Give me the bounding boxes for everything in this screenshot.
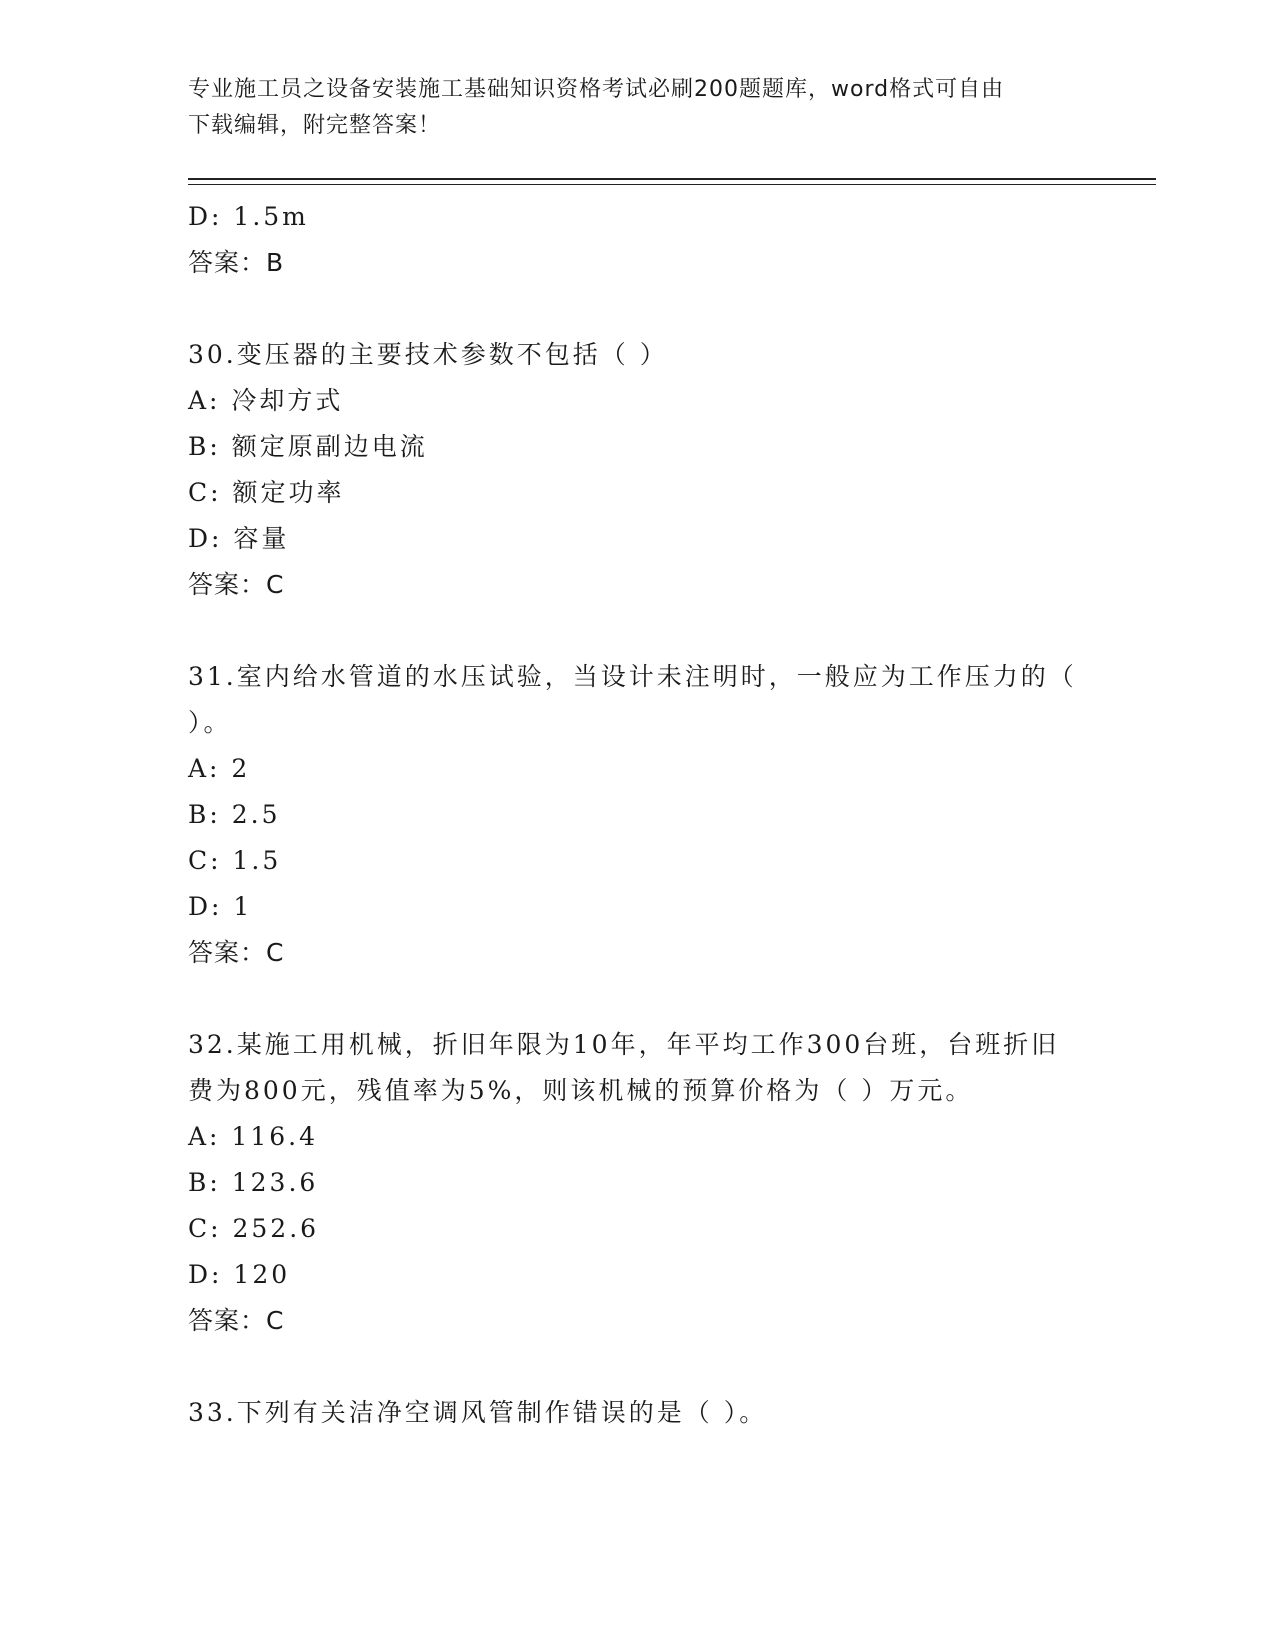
question-stem: 32.某施工用机械，折旧年限为10年，年平均工作300台班，台班折旧费为800元，残值率为5%，则该机械的预算价格为（ ）万元。 xyxy=(188,1030,1060,1105)
question-33 xyxy=(188,1390,1088,1436)
header-line-2: 下载编辑，附完整答案！ xyxy=(188,113,442,138)
question-30 xyxy=(188,332,1088,608)
option-b: B: 123.6 xyxy=(188,1168,319,1197)
question-29-tail xyxy=(188,194,1088,286)
option-b: B: 额定原副边电流 xyxy=(188,432,428,461)
option-b: B: 2.5 xyxy=(188,800,281,829)
header-rule-thick xyxy=(188,178,1156,180)
question-stem: 30.变压器的主要技术参数不包括（ ） xyxy=(188,340,668,369)
option-c: C: 252.6 xyxy=(188,1214,320,1243)
question-32 xyxy=(188,1022,1088,1344)
answer-line: 答案：C xyxy=(188,570,285,599)
option-d: D: 容量 xyxy=(188,524,290,553)
answer-line: 答案：C xyxy=(188,1306,285,1335)
option-c: C: 1.5 xyxy=(188,846,282,875)
document-body xyxy=(188,194,1088,1436)
document-header xyxy=(188,72,1088,144)
header-rule-thin xyxy=(188,184,1156,185)
option-a: A: 冷却方式 xyxy=(188,386,344,415)
option-d: D: 1 xyxy=(188,892,253,921)
option-c: C: 额定功率 xyxy=(188,478,345,507)
question-stem: 31.室内给水管道的水压试验，当设计未注明时，一般应为工作压力的（ ）。 xyxy=(188,662,1077,737)
answer-line: 答案：C xyxy=(188,938,285,967)
answer-line: 答案：B xyxy=(188,248,285,277)
option-a: A: 2 xyxy=(188,754,251,783)
question-stem: 33.下列有关洁净空调风管制作错误的是（ ）。 xyxy=(188,1398,768,1427)
option-d: D: 120 xyxy=(188,1260,291,1289)
option-a: A: 116.4 xyxy=(188,1122,318,1151)
option-d: D: 1.5m xyxy=(188,202,309,231)
question-31 xyxy=(188,654,1088,976)
header-line-1: 专业施工员之设备安装施工基础知识资格考试必刷200题题库，word格式可自由 xyxy=(188,77,1005,102)
